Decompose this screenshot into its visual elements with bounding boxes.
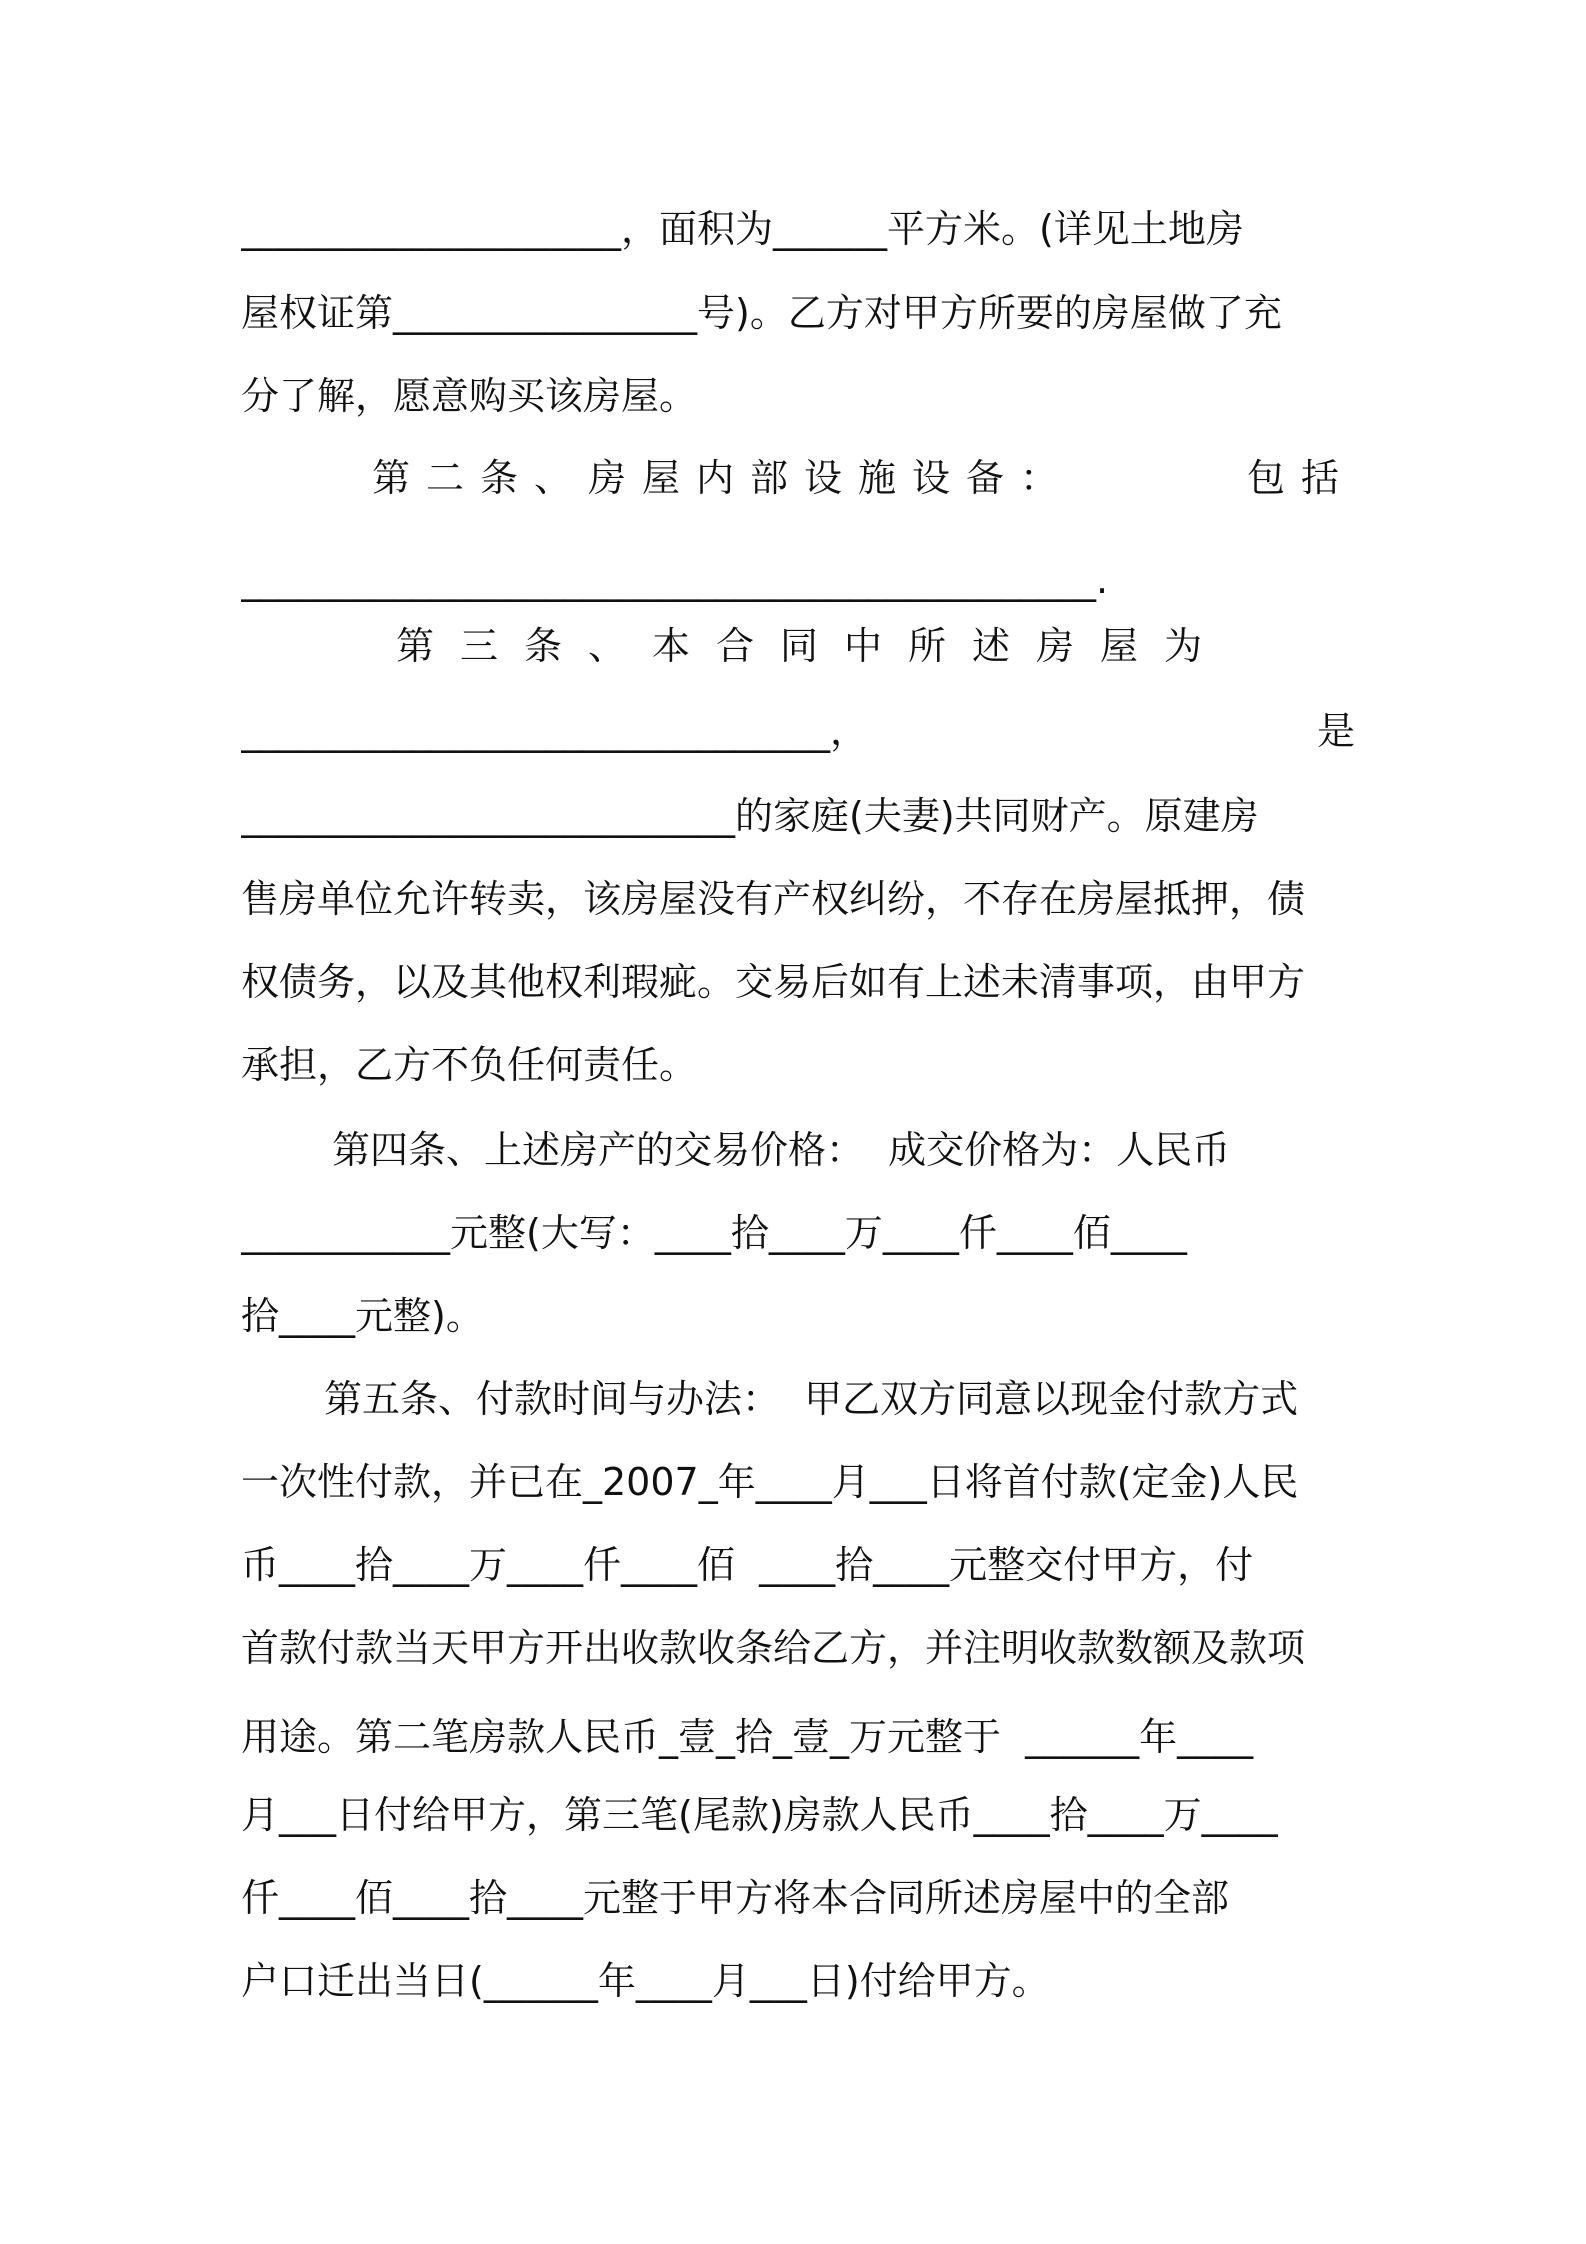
text-line: 屋权证第________________号)。乙方对甲方所要的房屋做了充 [241,291,1282,335]
text-line: ___________元整(大写：____拾____万____仟____佰____ [241,1211,1187,1255]
article-5-heading: 第五条、付款时间与办法： 甲乙双方同意以现金付款方式 [324,1377,1299,1421]
text-line: 首款付款当天甲方开出收款收条给乙方，并注明收款数额及款项 [241,1626,1306,1670]
article-2-heading-line [372,454,1355,502]
article-4-heading: 第四条、上述房产的交易价格： 成交价格为：人民币 [332,1128,1231,1172]
text-line: 一次性付款，并已在_2007_年____月___日将首付款(定金)人民 [241,1460,1299,1504]
text-line: 用途。第二笔房款人民币_壹_拾_壹_万元整于 ______年____ [241,1715,1254,1759]
article-3-heading: 第三条、本合同中所述房屋为 [396,624,1229,668]
text-line-justified [241,707,1355,755]
text-line: 权债务，以及其他权利瑕疵。交易后如有上述未清事项，由甲方 [241,960,1306,1004]
text-line: 仟____佰____拾____元整于甲方将本合同所述房屋中的全部 [241,1876,1230,1920]
article-2-heading: 第二条、房屋内部设施设备： [372,456,1075,500]
text-line: 月___日付给甲方，第三笔(尾款)房款人民币____拾____万____ [241,1793,1278,1837]
text-line: _____________________________________________. [241,558,1109,602]
text-line: 售房单位允许转卖，该房屋没有产权纠纷，不存在房屋抵押，债 [241,877,1306,921]
text-line: 户口迁出当日(______年____月___日)付给甲方。 [241,1959,1050,2003]
text-line: ____________________，面积为______平方米。(详见土地房 [241,207,1244,251]
text-line: 承担，乙方不负任何责任。 [241,1043,698,1087]
article-2-heading-tail: 包括 [1246,456,1355,500]
blank-segment: _______________________________， [241,709,869,753]
text-line: 拾____元整)。 [241,1294,484,1338]
text-line: 币____拾____万____仟____佰 ____拾____元整交付甲方，付 [241,1543,1254,1587]
text-line: 分了解，愿意购买该房屋。 [241,374,698,418]
text-segment: 是 [1316,709,1355,753]
text-line: __________________________的家庭(夫妻)共同财产。原建房 [241,794,1259,838]
